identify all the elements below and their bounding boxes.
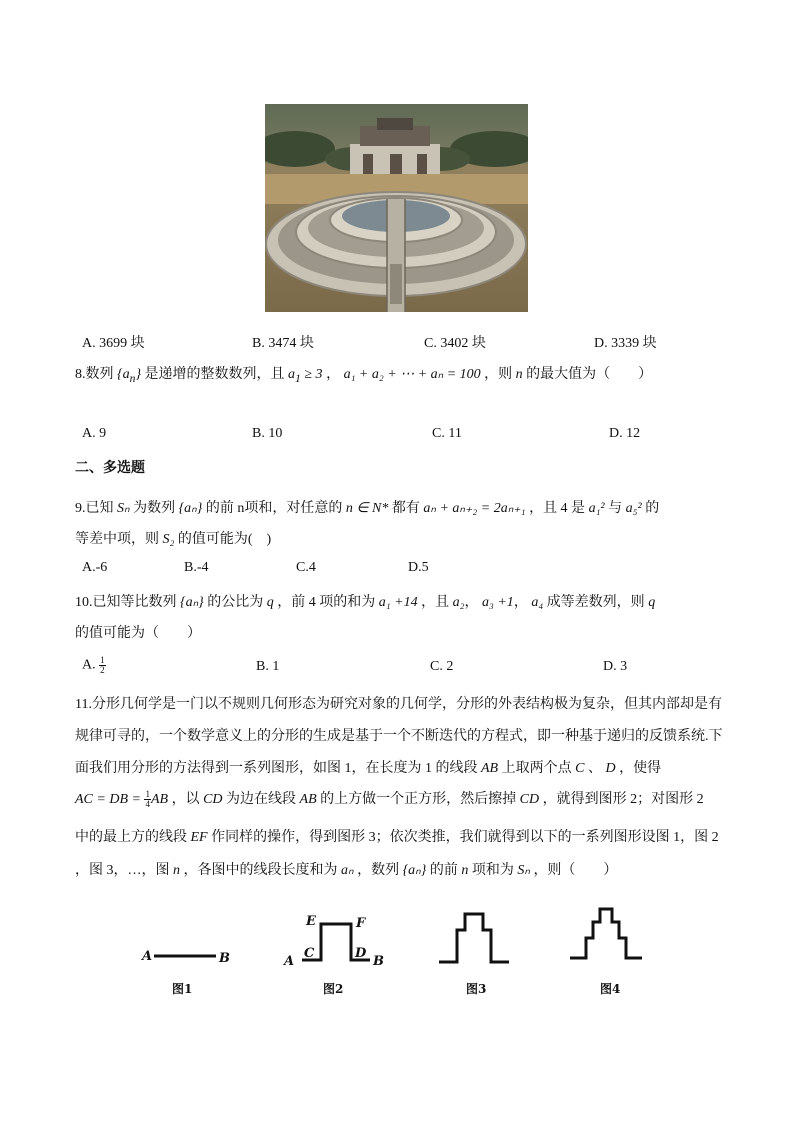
figure3-label: 图3 xyxy=(466,982,487,996)
q7-option-a: A. 3699 块 xyxy=(82,336,145,351)
altar-photo xyxy=(265,104,528,312)
fractal-figures xyxy=(130,900,670,1010)
q7-option-b: B. 3474 块 xyxy=(252,336,314,351)
q9-option-a: A.-6 xyxy=(82,560,108,575)
q10-sum: a₁ +14 xyxy=(378,595,418,610)
q11-line4: AC = DB = $\frac{1}{4}$ AB ，以 CD 为边在线段 AB 的上方做一个正方形，然后擦掉 CD ，就得到图形 2；对图形 2 xyxy=(75,789,704,810)
figure4-label: 图4 xyxy=(600,982,621,996)
q10-q: q xyxy=(266,595,274,610)
q8-option-d: D. 12 xyxy=(609,426,641,441)
figure4-shape xyxy=(570,909,642,958)
q8-stem xyxy=(75,363,652,385)
fig2-point-c: C xyxy=(304,946,315,961)
q8-stem-d: 的最大值为（ ） xyxy=(526,367,653,382)
q11-quarter-fraction: $\frac{1}{4}$ xyxy=(145,789,150,810)
figure1-label: 图1 xyxy=(172,982,193,996)
q10-option-c: C. 2 xyxy=(430,659,454,674)
q8-n: n xyxy=(515,367,523,382)
q8-sum-expr: a₁ + a₂ + ⋯ + aₙ = 100 xyxy=(343,367,481,382)
q10-a3: a₃ +1 xyxy=(481,595,514,610)
section-title: 二、多选题 xyxy=(75,460,145,476)
q10-option-a-fraction: $\frac{1}{2}$ xyxy=(100,655,105,675)
q9-seq: {aₙ} xyxy=(178,501,203,516)
fig2-point-f: F xyxy=(356,916,366,931)
q8-stem-c: ，则 xyxy=(484,367,513,382)
q9-a5-squared: a₅² xyxy=(625,501,642,516)
q9-cond: n ∈ N* xyxy=(345,501,389,516)
figure2-label: 图2 xyxy=(323,982,344,996)
fig1-point-a: A xyxy=(142,949,153,964)
q9-line1: 9.已知 Sₙ 为数列 {aₙ} 的前 n项和，对任意的 n ∈ N* 都有 aₙ + aₙ₊₂ = 2aₙ₊₁ ，且 4 是 a₁² 与 a₅² 的 xyxy=(75,501,660,516)
q10-q-2: q xyxy=(648,595,656,610)
q10-seq: {aₙ} xyxy=(180,595,204,610)
q11-line3: 面我们用分形的方法得到一系列图形，如图 1，在长度为 1 的线段 AB 上取两个点 C 、 D ，使得 xyxy=(75,761,662,776)
fig2-point-a: A xyxy=(284,954,295,969)
q8-option-b: B. 10 xyxy=(252,426,283,441)
q8-option-a: A. 9 xyxy=(82,426,107,441)
q10-option-d: D. 3 xyxy=(603,659,628,674)
q11-line2: 规律可寻的，一个数学意义上的分形的生成是基于一个不断迭代的方程式，即一种基于递归的反馈系统.下 xyxy=(75,729,723,744)
q10-line2: 的值可能为（ ） xyxy=(75,626,201,641)
q9-recurrence: aₙ + aₙ₊₂ = 2aₙ₊₁ xyxy=(423,501,526,516)
q11-line1: 11.分形几何学是一门以不规则几何形态为研究对象的几何学，分形的外表结构极为复杂，但其内部却是有 xyxy=(75,697,722,712)
q8-stem-b: 是递增的整数数列，且 xyxy=(144,367,285,382)
q11-line6: ，图 3，…，图 n ，各图中的线段长度和为 aₙ ，数列 {aₙ} 的前 n 项和为 Sₙ ，则（ ） xyxy=(75,863,618,878)
fig2-point-b: B xyxy=(373,954,384,969)
q10-line1: 10.已知等比数列 {aₙ} 的公比为 q ，前 4 项的和为 a₁ +14 ，且 a₂， a₃ +1， a₄ 成等差数列，则 q xyxy=(75,595,656,610)
figure3-shape xyxy=(439,914,509,962)
q9-option-c: C.4 xyxy=(296,560,316,575)
q11-line5: 中的最上方的线段 EF 作同样的操作，得到图形 3；依次类推，我们就得到以下的一系列图形设图 1，图 2 xyxy=(75,830,719,845)
fig2-point-d: D xyxy=(355,946,367,961)
q9-s2: S₂ xyxy=(162,532,175,547)
q8-stem-a: 8.数列 xyxy=(75,367,114,382)
q7-option-d: D. 3339 块 xyxy=(594,336,657,351)
q9-a1-squared: a₁² xyxy=(588,501,605,516)
q10-a4: a₄ xyxy=(531,595,544,610)
q10-option-a: A. $\frac{1}{2}$ xyxy=(82,655,105,675)
fig1-point-b: B xyxy=(219,951,230,966)
q8-option-c: C. 11 xyxy=(432,426,462,441)
q8-sep: ， xyxy=(326,367,341,382)
q8-cond1: $a_1 \ge 3$ xyxy=(288,367,323,385)
q10-a2: a₂ xyxy=(452,595,465,610)
q7-option-c: C. 3402 块 xyxy=(424,336,486,351)
q9-option-b: B.-4 xyxy=(184,560,209,575)
q8-seq: $\{a_n\}$ xyxy=(117,367,142,385)
q9-option-d: D.5 xyxy=(408,560,429,575)
fig2-point-e: E xyxy=(306,914,316,929)
q9-line2: 等差中项，则 S₂ 的值可能为( ) xyxy=(75,532,272,547)
q9-sn: Sₙ xyxy=(117,501,130,516)
q10-option-b: B. 1 xyxy=(256,659,280,674)
